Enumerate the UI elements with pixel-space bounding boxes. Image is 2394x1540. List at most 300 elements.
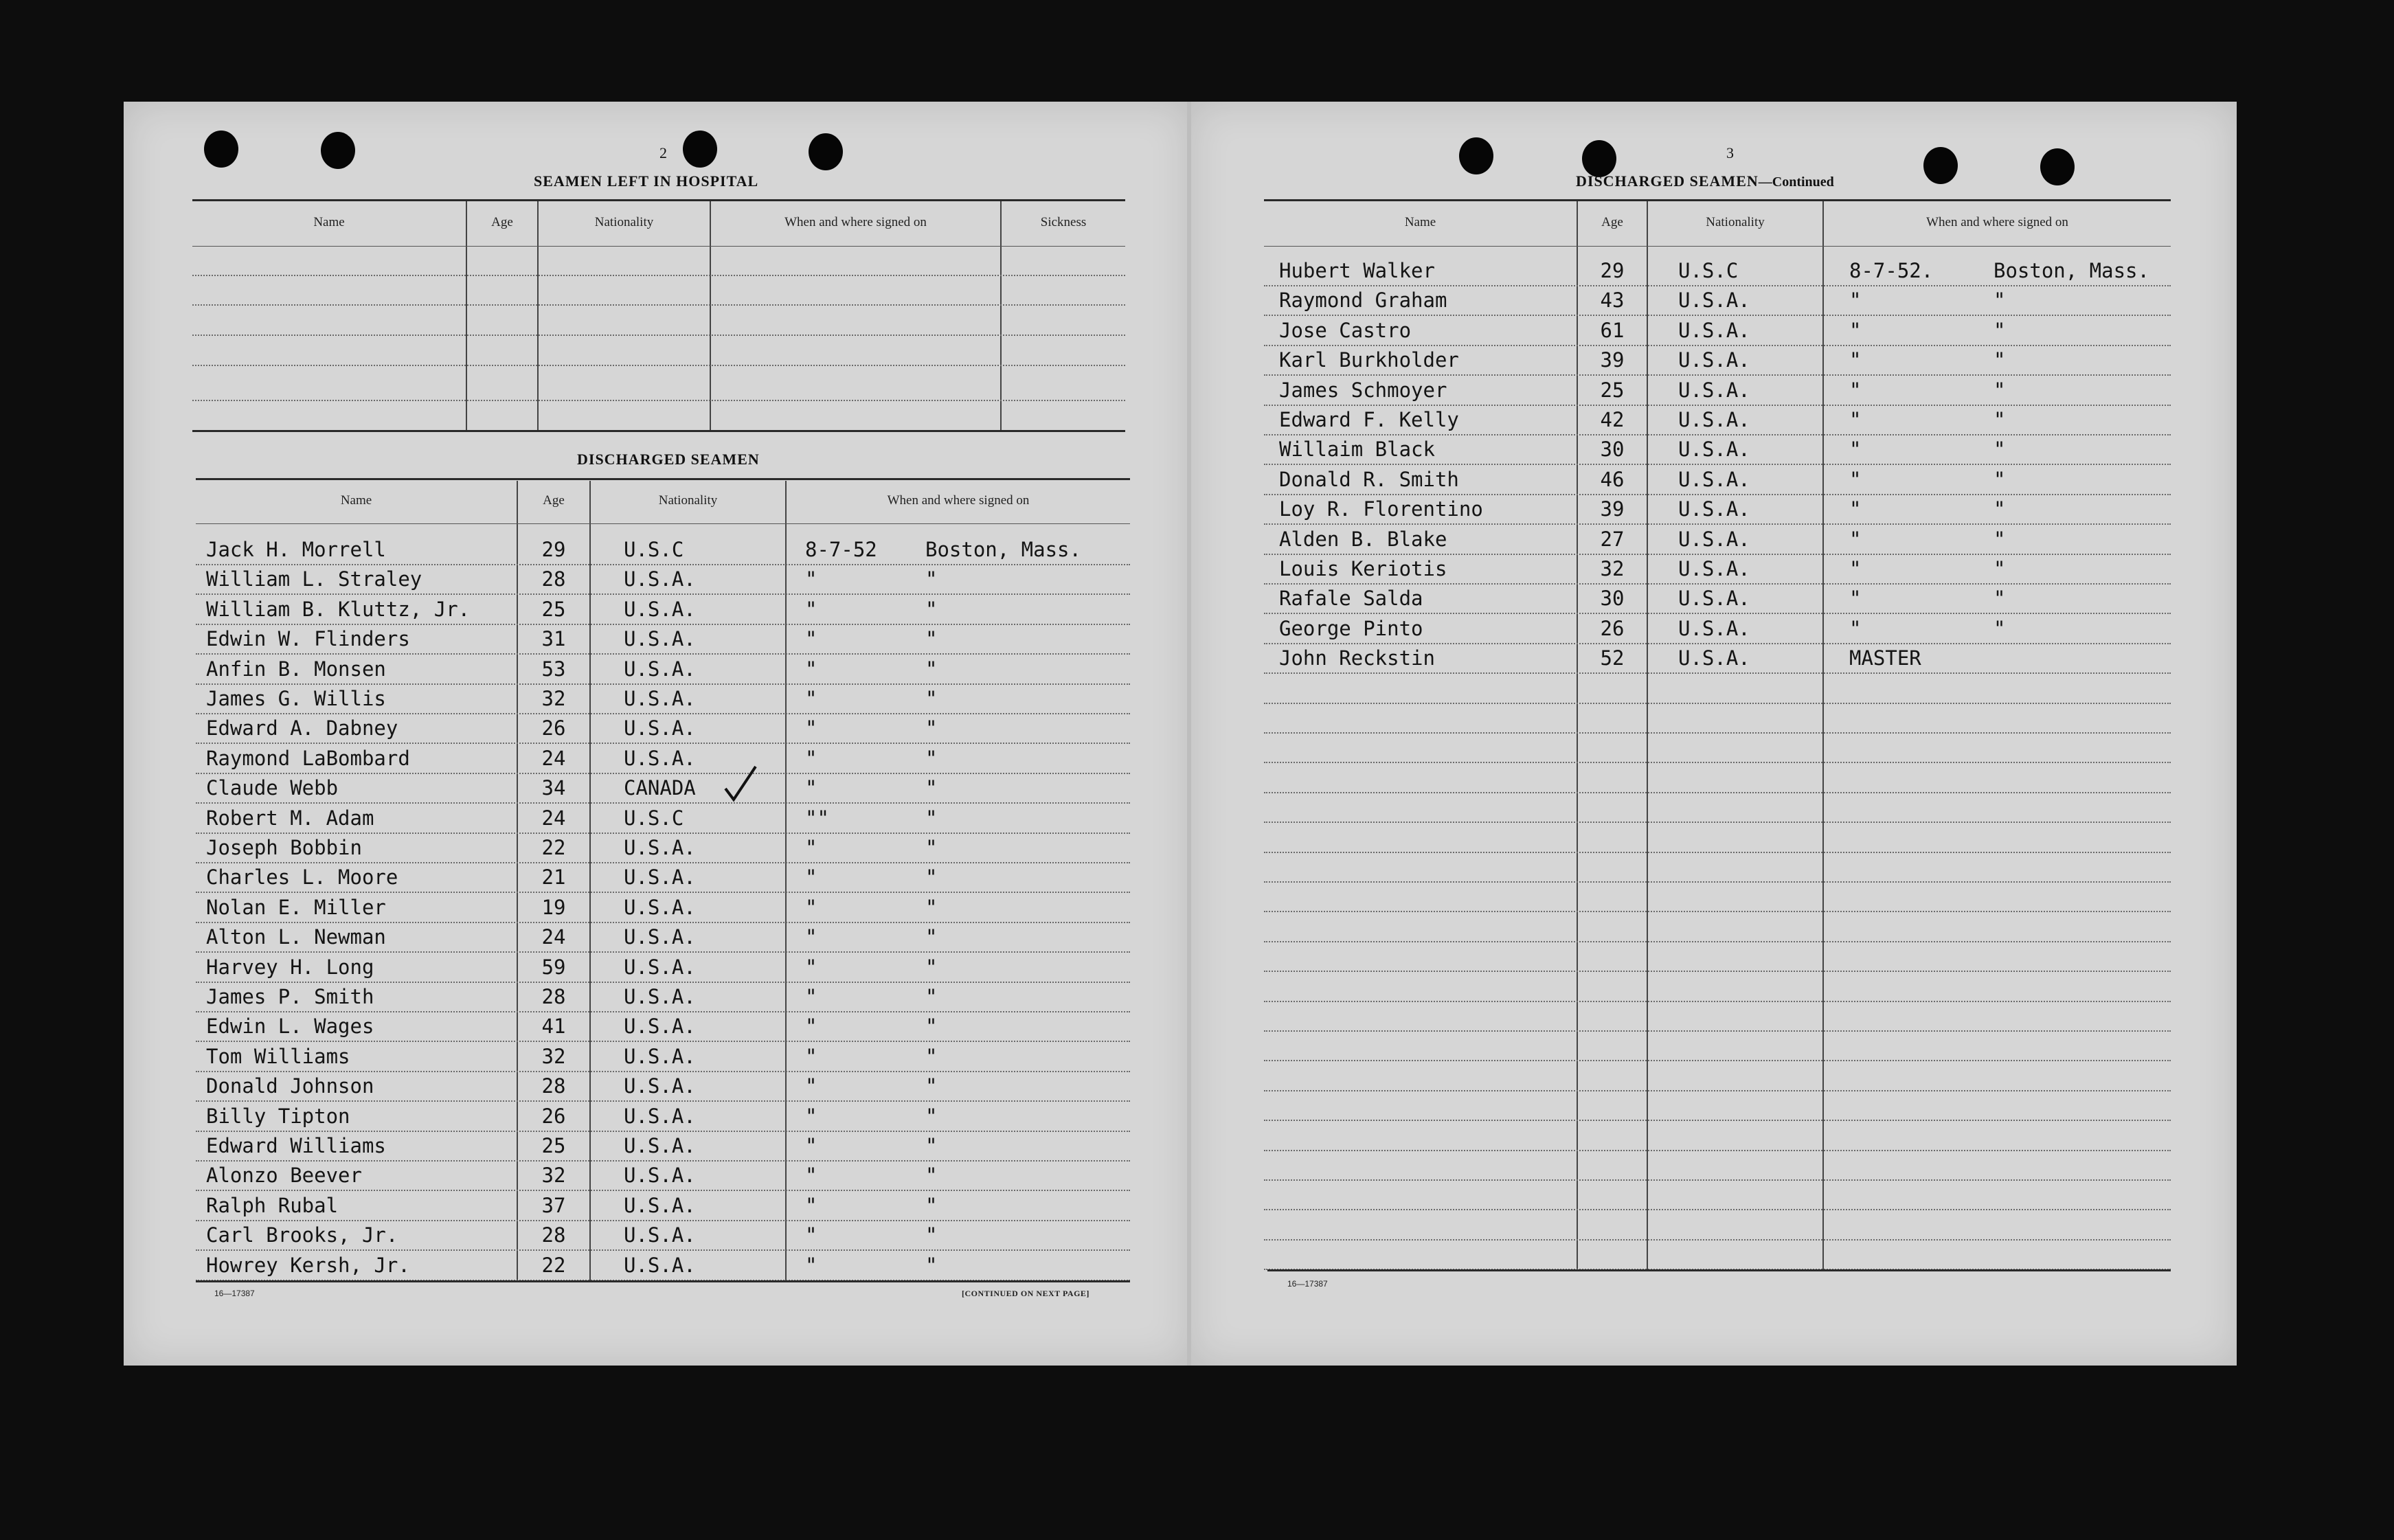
table-row-rule [196,1160,1130,1162]
seaman-nationality: CANADA [624,776,696,800]
table-row-rule [1264,703,2171,704]
hospital-row-rule [192,275,1125,276]
table-row-rule [1264,1179,2171,1181]
column-header-name: Name [313,215,345,229]
hospital-col-divider [1000,201,1002,431]
discharged-table-bottom-rule [196,1280,1130,1282]
seaman-age: 29 [1600,259,1625,282]
hospital-table-bottom-rule [192,430,1125,432]
seaman-name: Karl Burkholder [1279,348,1459,372]
signed-on-place: " [925,895,938,919]
signed-on-date: MASTER [1849,646,1921,670]
table-row-rule [196,683,1130,685]
signed-on-date: " [805,716,817,740]
signed-on-date: " [805,1223,817,1247]
signed-on-date: 8-7-52. [1849,259,1934,282]
seaman-age: 27 [1600,527,1625,551]
table-row-rule [1264,374,2171,376]
seaman-nationality: U.S.A. [1678,557,1750,580]
seaman-nationality: U.S.A. [624,865,696,890]
column-header-name: Name [1404,215,1436,229]
seaman-nationality: U.S.A. [624,567,696,591]
table-row-rule [1264,1209,2171,1210]
seaman-name: Edward F. Kelly [1279,408,1459,431]
seaman-nationality: U.S.A. [1678,348,1750,372]
seaman-name: John Reckstin [1279,646,1435,670]
signed-on-place: " [925,1044,938,1068]
discharged-header-rule [1264,246,2171,247]
table-row-rule [196,922,1130,923]
table-row-rule [1264,881,2171,883]
seaman-name: James G. Willis [206,687,386,710]
table-row-rule [196,833,1130,834]
signed-on-place: " [1994,378,2006,402]
seaman-age: 19 [541,895,566,919]
seaman-nationality: U.S.A. [1678,527,1750,551]
column-header-age: Age [543,493,565,508]
column-header-sickness: Sickness [1040,215,1087,229]
hospital-col-divider [710,201,711,431]
table-row-rule [1264,1060,2171,1061]
signed-on-date: " [805,955,817,979]
signed-on-place: " [925,597,938,621]
signed-on-place: " [925,1134,938,1157]
signed-on-place: " [925,687,938,710]
seaman-name: Tom Williams [206,1044,350,1068]
seaman-nationality: U.S.A. [624,836,696,859]
seaman-nationality: U.S.A. [1678,438,1750,462]
seaman-nationality: U.S.A. [624,687,696,710]
table-row-rule [196,802,1130,804]
table-row-rule [1264,434,2171,435]
seaman-age: 39 [1600,497,1625,521]
seaman-age: 22 [541,1253,566,1277]
seaman-nationality: U.S.A. [624,597,696,621]
table-row-rule [196,1220,1130,1221]
table-row-rule [196,1100,1130,1102]
table-row-rule [1264,732,2171,734]
hospital-row-rule [192,304,1125,306]
column-header-age: Age [1601,215,1623,229]
hospital-col-divider [466,201,467,431]
signed-on-date: " [1849,497,1862,521]
signed-on-date: " [805,1134,817,1157]
seaman-name: Howrey Kersh, Jr. [206,1253,410,1277]
discharged-table-top-rule [196,478,1130,480]
seaman-age: 32 [541,1164,566,1188]
signed-on-place: " [925,567,938,591]
table-row-rule [196,1190,1130,1191]
signed-on-date: " [1849,587,1862,611]
table-row-rule [196,1041,1130,1042]
signed-on-place: " [1994,527,2006,551]
signed-on-place: " [925,746,938,770]
seaman-nationality: U.S.A. [624,1015,696,1039]
seaman-nationality: U.S.A. [1678,587,1750,611]
column-header-nationality: Nationality [1706,215,1765,229]
seaman-age: 28 [541,1074,566,1098]
signed-on-date: " [1849,408,1862,431]
punch-hole [321,132,355,169]
table-row-rule [196,1011,1130,1012]
continued-suffix: —Continued [1758,174,1834,190]
signed-on-place: " [925,1223,938,1247]
seaman-name: Alton L. Newman [206,925,386,949]
table-row-rule [196,624,1130,625]
table-row-rule [196,773,1130,774]
seaman-name: Loy R. Florentino [1279,497,1483,521]
column-header-nationality: Nationality [658,493,718,508]
check-mark-icon [721,762,763,804]
signed-on-place: " [925,955,938,979]
seaman-nationality: U.S.A. [624,1134,696,1157]
seaman-name: William B. Kluttz, Jr. [206,597,471,621]
table-row-rule [1264,315,2171,316]
table-row-rule [1264,1030,2171,1032]
signed-on-date: " [1849,318,1862,342]
hospital-row-rule [192,335,1125,336]
hospital-section-title: SEAMEN LEFT IN HOSPITAL [534,172,759,190]
seaman-name: Rafale Salda [1279,587,1423,611]
table-row-rule [196,892,1130,893]
signed-on-date: " [805,925,817,949]
punch-hole [204,131,238,168]
seaman-age: 22 [541,836,566,859]
signed-on-date: " [805,776,817,800]
signed-on-date: " [1849,378,1862,402]
signed-on-date: " [1849,288,1862,313]
seaman-age: 26 [541,1104,566,1128]
table-row-rule [1264,405,2171,406]
table-row-rule [1264,1150,2171,1151]
seaman-name: Hubert Walker [1279,259,1435,282]
seaman-name: Alonzo Beever [206,1164,362,1188]
signed-on-place: " [1994,616,2006,640]
signed-on-date: " [805,895,817,919]
discharged-col-divider [1647,201,1648,1269]
seaman-name: George Pinto [1279,616,1423,640]
seaman-age: 25 [541,1134,566,1157]
signed-on-date: 8-7-52 [805,538,877,561]
seaman-age: 24 [541,806,566,830]
table-row-rule [196,1071,1130,1072]
signed-on-date: " [805,1193,817,1217]
column-header-age: Age [491,215,513,229]
seaman-age: 59 [541,955,566,979]
table-row-rule [1264,523,2171,525]
seaman-name: Carl Brooks, Jr. [206,1223,398,1247]
seaman-age: 28 [541,985,566,1008]
discharged-section-title [1576,172,1834,190]
table-row-rule [196,951,1130,953]
signed-on-date: "" [805,806,829,830]
column-header-signed-on: When and where signed on [1926,215,2068,229]
table-row-rule [196,743,1130,744]
signed-on-place: " [1994,438,2006,462]
punch-hole [1459,137,1493,174]
signed-on-place: " [1994,587,2006,611]
seaman-age: 46 [1600,467,1625,491]
table-row-rule [196,862,1130,863]
seaman-age: 28 [541,1223,566,1247]
signed-on-date: " [1849,557,1862,580]
table-row-rule [1264,971,2171,972]
punch-hole [809,133,843,170]
signed-on-date: " [1849,467,1862,491]
punch-hole [683,131,717,168]
discharged-table-bottom-rule [1267,1269,2171,1271]
table-row-rule [1264,643,2171,644]
form-number: 16—17387 [1287,1279,1328,1289]
seaman-nationality: U.S.C [624,806,684,830]
table-row-rule [196,653,1130,655]
column-header-nationality: Nationality [594,215,654,229]
seaman-name: Ralph Rubal [206,1193,339,1217]
signed-on-place: " [925,1253,938,1277]
signed-on-date: " [805,1044,817,1068]
seaman-nationality: U.S.A. [624,1223,696,1247]
page-number: 2 [659,144,667,161]
signed-on-place: " [925,776,938,800]
hospital-row-rule [192,365,1125,366]
seaman-age: 39 [1600,348,1625,372]
seaman-name: Jack H. Morrell [206,538,386,561]
discharged-table-top-rule [1264,199,2171,201]
table-row-rule [1264,852,2171,853]
table-row-rule [1264,911,2171,912]
table-row-rule [1264,285,2171,286]
signed-on-date: " [805,985,817,1008]
signed-on-date: " [805,1074,817,1098]
signed-on-date: " [805,627,817,651]
seaman-name: Louis Keriotis [1279,557,1447,580]
seaman-age: 25 [1600,378,1625,402]
seaman-age: 29 [541,538,566,561]
table-row-rule [1264,1120,2171,1121]
seaman-age: 31 [541,627,566,651]
seaman-age: 24 [541,746,566,770]
table-row-rule [196,982,1130,983]
table-row-rule [196,1131,1130,1132]
seaman-age: 26 [541,716,566,740]
signed-on-date: " [805,1015,817,1039]
seaman-name: Nolan E. Miller [206,895,386,919]
continued-note: [CONTINUED ON NEXT PAGE] [962,1289,1089,1298]
signed-on-place: " [925,1074,938,1098]
form-number: 16—17387 [214,1289,255,1298]
signed-on-date: " [1849,348,1862,372]
table-row-rule [1264,613,2171,614]
seaman-name: Joseph Bobbin [206,836,362,859]
seaman-nationality: U.S.A. [1678,616,1750,640]
seaman-age: 52 [1600,646,1625,670]
seaman-age: 30 [1600,438,1625,462]
seaman-name: Harvey H. Long [206,955,374,979]
seaman-nationality: U.S.C [1678,259,1739,282]
seaman-nationality: U.S.A. [624,746,696,770]
discharged-title-text: DISCHARGED SEAMEN [1576,172,1759,190]
table-row-rule [196,564,1130,565]
seaman-nationality: U.S.A. [624,985,696,1008]
table-row-rule [1264,494,2171,495]
seaman-name: Edwin L. Wages [206,1015,374,1039]
signed-on-date: " [805,746,817,770]
column-header-name: Name [340,493,372,508]
seaman-nationality: U.S.A. [1678,497,1750,521]
table-row-rule [196,1249,1130,1251]
signed-on-date: " [805,1164,817,1188]
signed-on-date: " [805,567,817,591]
seaman-nationality: U.S.A. [624,895,696,919]
seaman-nationality: U.S.A. [1678,378,1750,402]
table-row-rule [196,713,1130,714]
signed-on-place: " [925,1015,938,1039]
seaman-name: Jose Castro [1279,318,1412,342]
seaman-age: 41 [541,1015,566,1039]
signed-on-place: " [925,1104,938,1128]
table-row-rule [1264,762,2171,763]
seaman-name: James Schmoyer [1279,378,1447,402]
signed-on-place: " [925,806,938,830]
table-row-rule [1264,554,2171,555]
seaman-age: 24 [541,925,566,949]
hospital-header-rule [192,246,1125,247]
signed-on-place: " [925,865,938,890]
seaman-nationality: U.S.A. [1678,318,1750,342]
seaman-name: Donald R. Smith [1279,467,1459,491]
seaman-nationality: U.S.A. [1678,288,1750,313]
seaman-nationality: U.S.A. [624,1074,696,1098]
seaman-nationality: U.S.A. [624,1104,696,1128]
seaman-nationality: U.S.A. [624,1164,696,1188]
seaman-name: Willaim Black [1279,438,1435,462]
hospital-row-rule [192,400,1125,401]
seaman-age: 30 [1600,587,1625,611]
signed-on-place: Boston, Mass. [1994,259,2149,282]
seaman-nationality: U.S.A. [1678,646,1750,670]
discharged-col-divider [1822,201,1824,1269]
table-row-rule [1264,792,2171,793]
signed-on-place: " [925,925,938,949]
signed-on-date: " [1849,616,1862,640]
signed-on-place: Boston, Mass. [925,538,1081,561]
seaman-nationality: U.S.A. [624,657,696,681]
seaman-name: Raymond Graham [1279,288,1447,313]
seaman-age: 43 [1600,288,1625,313]
signed-on-date: " [805,687,817,710]
discharged-section-title: DISCHARGED SEAMEN [577,451,760,468]
signed-on-place: " [925,627,938,651]
punch-hole [2040,148,2075,185]
signed-on-place: " [925,1193,938,1217]
signed-on-date: " [805,1104,817,1128]
signed-on-place: " [1994,408,2006,431]
discharged-header-rule [196,523,1130,524]
hospital-col-divider [537,201,539,431]
seaman-age: 37 [541,1193,566,1217]
signed-on-date: " [805,1253,817,1277]
seaman-name: Robert M. Adam [206,806,374,830]
signed-on-place: " [925,657,938,681]
signed-on-place: " [1994,348,2006,372]
seaman-name: Edward Williams [206,1134,386,1157]
seaman-age: 34 [541,776,566,800]
seaman-nationality: U.S.A. [624,1253,696,1277]
signed-on-date: " [805,657,817,681]
signed-on-place: " [1994,288,2006,313]
punch-hole [1582,140,1616,177]
signed-on-place: " [1994,557,2006,580]
signed-on-place: " [1994,467,2006,491]
seaman-nationality: U.S.A. [1678,467,1750,491]
punch-hole [1923,147,1958,184]
seaman-name: James P. Smith [206,985,374,1008]
table-row-rule [1264,464,2171,465]
seaman-age: 25 [541,597,566,621]
seaman-nationality: U.S.A. [624,1044,696,1068]
hospital-table-top-rule [192,199,1125,201]
signed-on-date: " [805,836,817,859]
table-row-rule [1264,822,2171,823]
signed-on-date: " [1849,438,1862,462]
table-row-rule [1264,941,2171,942]
seaman-age: 53 [541,657,566,681]
signed-on-date: " [805,865,817,890]
seaman-name: Billy Tipton [206,1104,350,1128]
signed-on-date: " [805,597,817,621]
seaman-name: William L. Straley [206,567,422,591]
seaman-name: Raymond LaBombard [206,746,410,770]
seaman-age: 61 [1600,318,1625,342]
seaman-nationality: U.S.C [624,538,684,561]
seaman-nationality: U.S.A. [624,925,696,949]
seaman-name: Claude Webb [206,776,339,800]
table-row-rule [196,593,1130,595]
page-number: 3 [1726,144,1734,161]
signed-on-place: " [1994,318,2006,342]
seaman-name: Alden B. Blake [1279,527,1447,551]
seaman-age: 32 [541,1044,566,1068]
seaman-age: 21 [541,865,566,890]
table-row-rule [1264,1090,2171,1091]
table-row-rule [1264,1239,2171,1241]
seaman-age: 32 [541,687,566,710]
page-fold [1187,102,1191,1366]
seaman-age: 32 [1600,557,1625,580]
seaman-age: 28 [541,567,566,591]
seaman-nationality: U.S.A. [1678,408,1750,431]
seaman-age: 26 [1600,616,1625,640]
seaman-name: Donald Johnson [206,1074,374,1098]
signed-on-place: " [925,985,938,1008]
signed-on-place: " [925,716,938,740]
seaman-name: Anfin B. Monsen [206,657,386,681]
signed-on-place: " [1994,497,2006,521]
seaman-nationality: U.S.A. [624,955,696,979]
seaman-name: Edwin W. Flinders [206,627,410,651]
table-row-rule [1264,1001,2171,1002]
column-header-signed-on: When and where signed on [887,493,1030,508]
seaman-nationality: U.S.A. [624,1193,696,1217]
column-header-signed-on: When and where signed on [784,215,927,229]
table-row-rule [1264,672,2171,674]
seaman-name: Charles L. Moore [206,865,398,890]
signed-on-date: " [1849,527,1862,551]
signed-on-place: " [925,836,938,859]
signed-on-place: " [925,1164,938,1188]
seaman-age: 42 [1600,408,1625,431]
table-row-rule [1264,583,2171,585]
